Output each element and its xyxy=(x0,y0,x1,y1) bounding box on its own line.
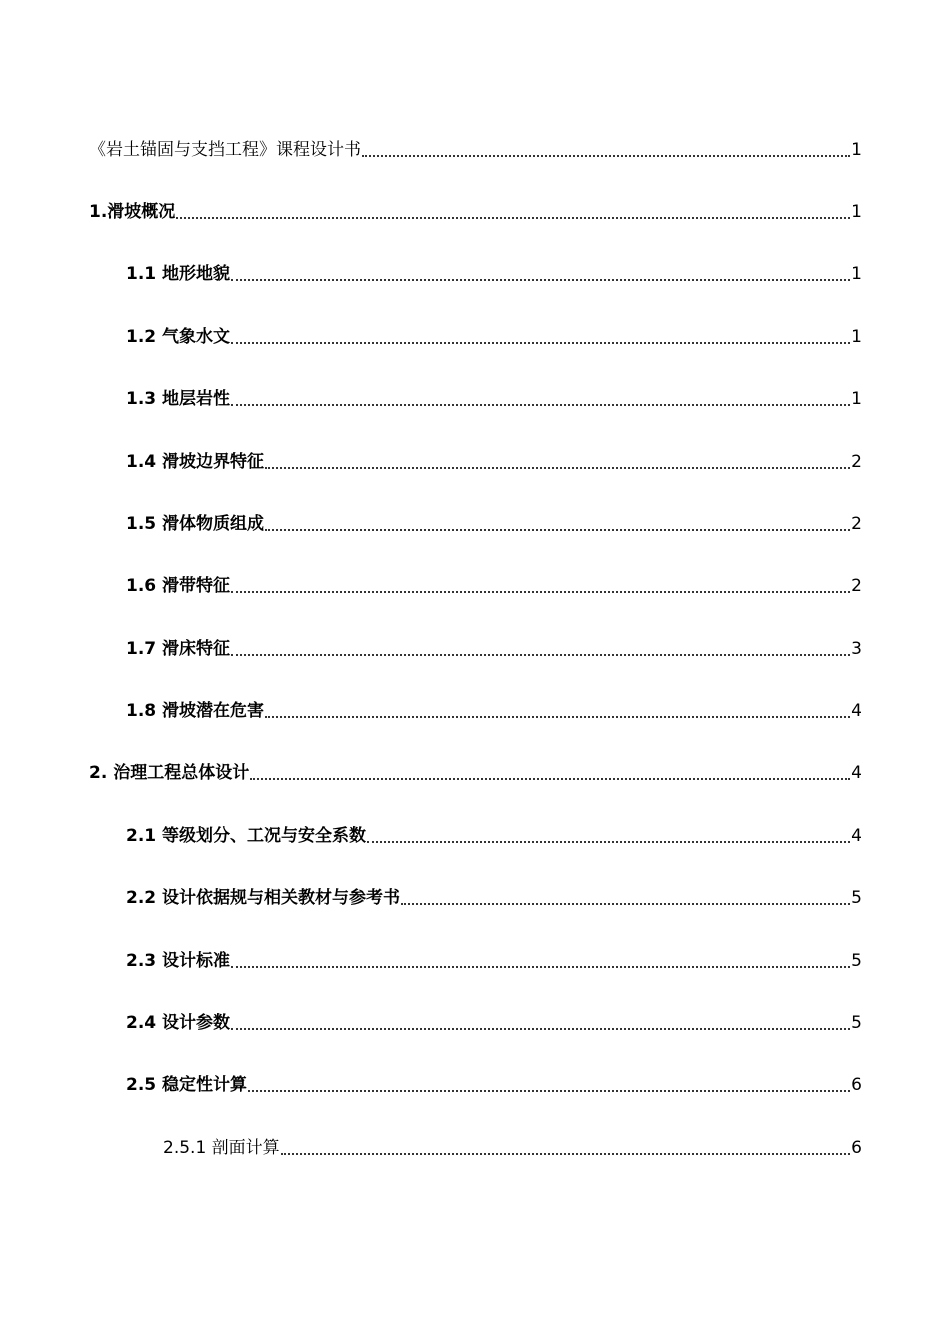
toc-entry-course-design[interactable] xyxy=(89,138,862,162)
toc-dot-leader xyxy=(250,761,850,785)
toc-entry-1-5[interactable] xyxy=(126,512,862,536)
toc-page-number: 6 xyxy=(851,1075,862,1095)
toc-dot-leader xyxy=(248,1073,850,1097)
toc-page-number: 1 xyxy=(851,140,862,160)
toc-entry-title: 1.滑坡概况 xyxy=(89,202,176,222)
toc-entry-title: 1.6 滑带特征 xyxy=(126,576,231,596)
toc-entry-title: 《岩土锚固与支挡工程》课程设计书 xyxy=(89,140,361,160)
toc-dot-leader xyxy=(265,699,850,723)
toc-dot-leader xyxy=(362,138,850,162)
toc-entry-2-4[interactable] xyxy=(126,1011,862,1035)
toc-page-number: 5 xyxy=(851,951,862,971)
toc-page-number: 5 xyxy=(851,888,862,908)
toc-page-number: 6 xyxy=(851,1138,862,1158)
toc-entry-section-2[interactable] xyxy=(89,761,862,785)
toc-dot-leader xyxy=(231,1011,850,1035)
toc-entry-1-8[interactable] xyxy=(126,699,862,723)
toc-page-number: 3 xyxy=(851,639,862,659)
toc-entry-2-3[interactable] xyxy=(126,949,862,973)
toc-entry-title: 1.7 滑床特征 xyxy=(126,639,231,659)
toc-dot-leader xyxy=(265,450,850,474)
toc-page-number: 2 xyxy=(851,576,862,596)
toc-dot-leader xyxy=(265,512,850,536)
toc-dot-leader xyxy=(231,949,850,973)
toc-entry-title: 2.2 设计依据规与相关教材与参考书 xyxy=(126,888,401,908)
toc-dot-leader xyxy=(231,637,850,661)
toc-entry-1-4[interactable] xyxy=(126,450,862,474)
toc-entry-2-2[interactable] xyxy=(126,886,862,910)
toc-page-number: 1 xyxy=(851,389,862,409)
toc-dot-leader xyxy=(401,886,850,910)
toc-page-number: 4 xyxy=(851,701,862,721)
toc-page-number: 2 xyxy=(851,514,862,534)
toc-entry-1-2[interactable] xyxy=(126,325,862,349)
toc-page-number: 2 xyxy=(851,452,862,472)
toc-page-number: 1 xyxy=(851,202,862,222)
toc-entry-title: 2.1 等级划分、工况与安全系数 xyxy=(126,826,367,846)
toc-dot-leader xyxy=(367,824,850,848)
toc-entry-title: 2.3 设计标准 xyxy=(126,951,231,971)
toc-entry-title: 1.3 地层岩性 xyxy=(126,389,231,409)
toc-entry-title: 2.5.1 剖面计算 xyxy=(163,1138,280,1158)
toc-dot-leader xyxy=(231,387,850,411)
toc-entry-1-6[interactable] xyxy=(126,574,862,598)
toc-entry-title: 1.4 滑坡边界特征 xyxy=(126,452,265,472)
toc-dot-leader xyxy=(176,200,850,224)
toc-dot-leader xyxy=(231,325,850,349)
toc-page-number: 1 xyxy=(851,327,862,347)
toc-page-number: 4 xyxy=(851,826,862,846)
toc-entry-title: 2. 治理工程总体设计 xyxy=(89,763,250,783)
toc-page-number: 1 xyxy=(851,264,862,284)
toc-page-number: 5 xyxy=(851,1013,862,1033)
toc-dot-leader xyxy=(281,1136,851,1160)
toc-entry-section-1[interactable] xyxy=(89,200,862,224)
toc-entry-title: 1.1 地形地貌 xyxy=(126,264,231,284)
toc-entry-1-1[interactable] xyxy=(126,262,862,286)
toc-dot-leader xyxy=(231,574,850,598)
toc-entry-2-5-1[interactable] xyxy=(163,1136,862,1160)
toc-dot-leader xyxy=(231,262,850,286)
toc-entry-title: 1.2 气象水文 xyxy=(126,327,231,347)
toc-entry-title: 2.5 稳定性计算 xyxy=(126,1075,248,1095)
toc-entry-1-7[interactable] xyxy=(126,637,862,661)
toc-entry-title: 2.4 设计参数 xyxy=(126,1013,231,1033)
toc-entry-2-5[interactable] xyxy=(126,1073,862,1097)
toc-entry-title: 1.5 滑体物质组成 xyxy=(126,514,265,534)
toc-entry-2-1[interactable] xyxy=(126,824,862,848)
toc-entry-title: 1.8 滑坡潜在危害 xyxy=(126,701,265,721)
toc-entry-1-3[interactable] xyxy=(126,387,862,411)
toc-page-number: 4 xyxy=(851,763,862,783)
